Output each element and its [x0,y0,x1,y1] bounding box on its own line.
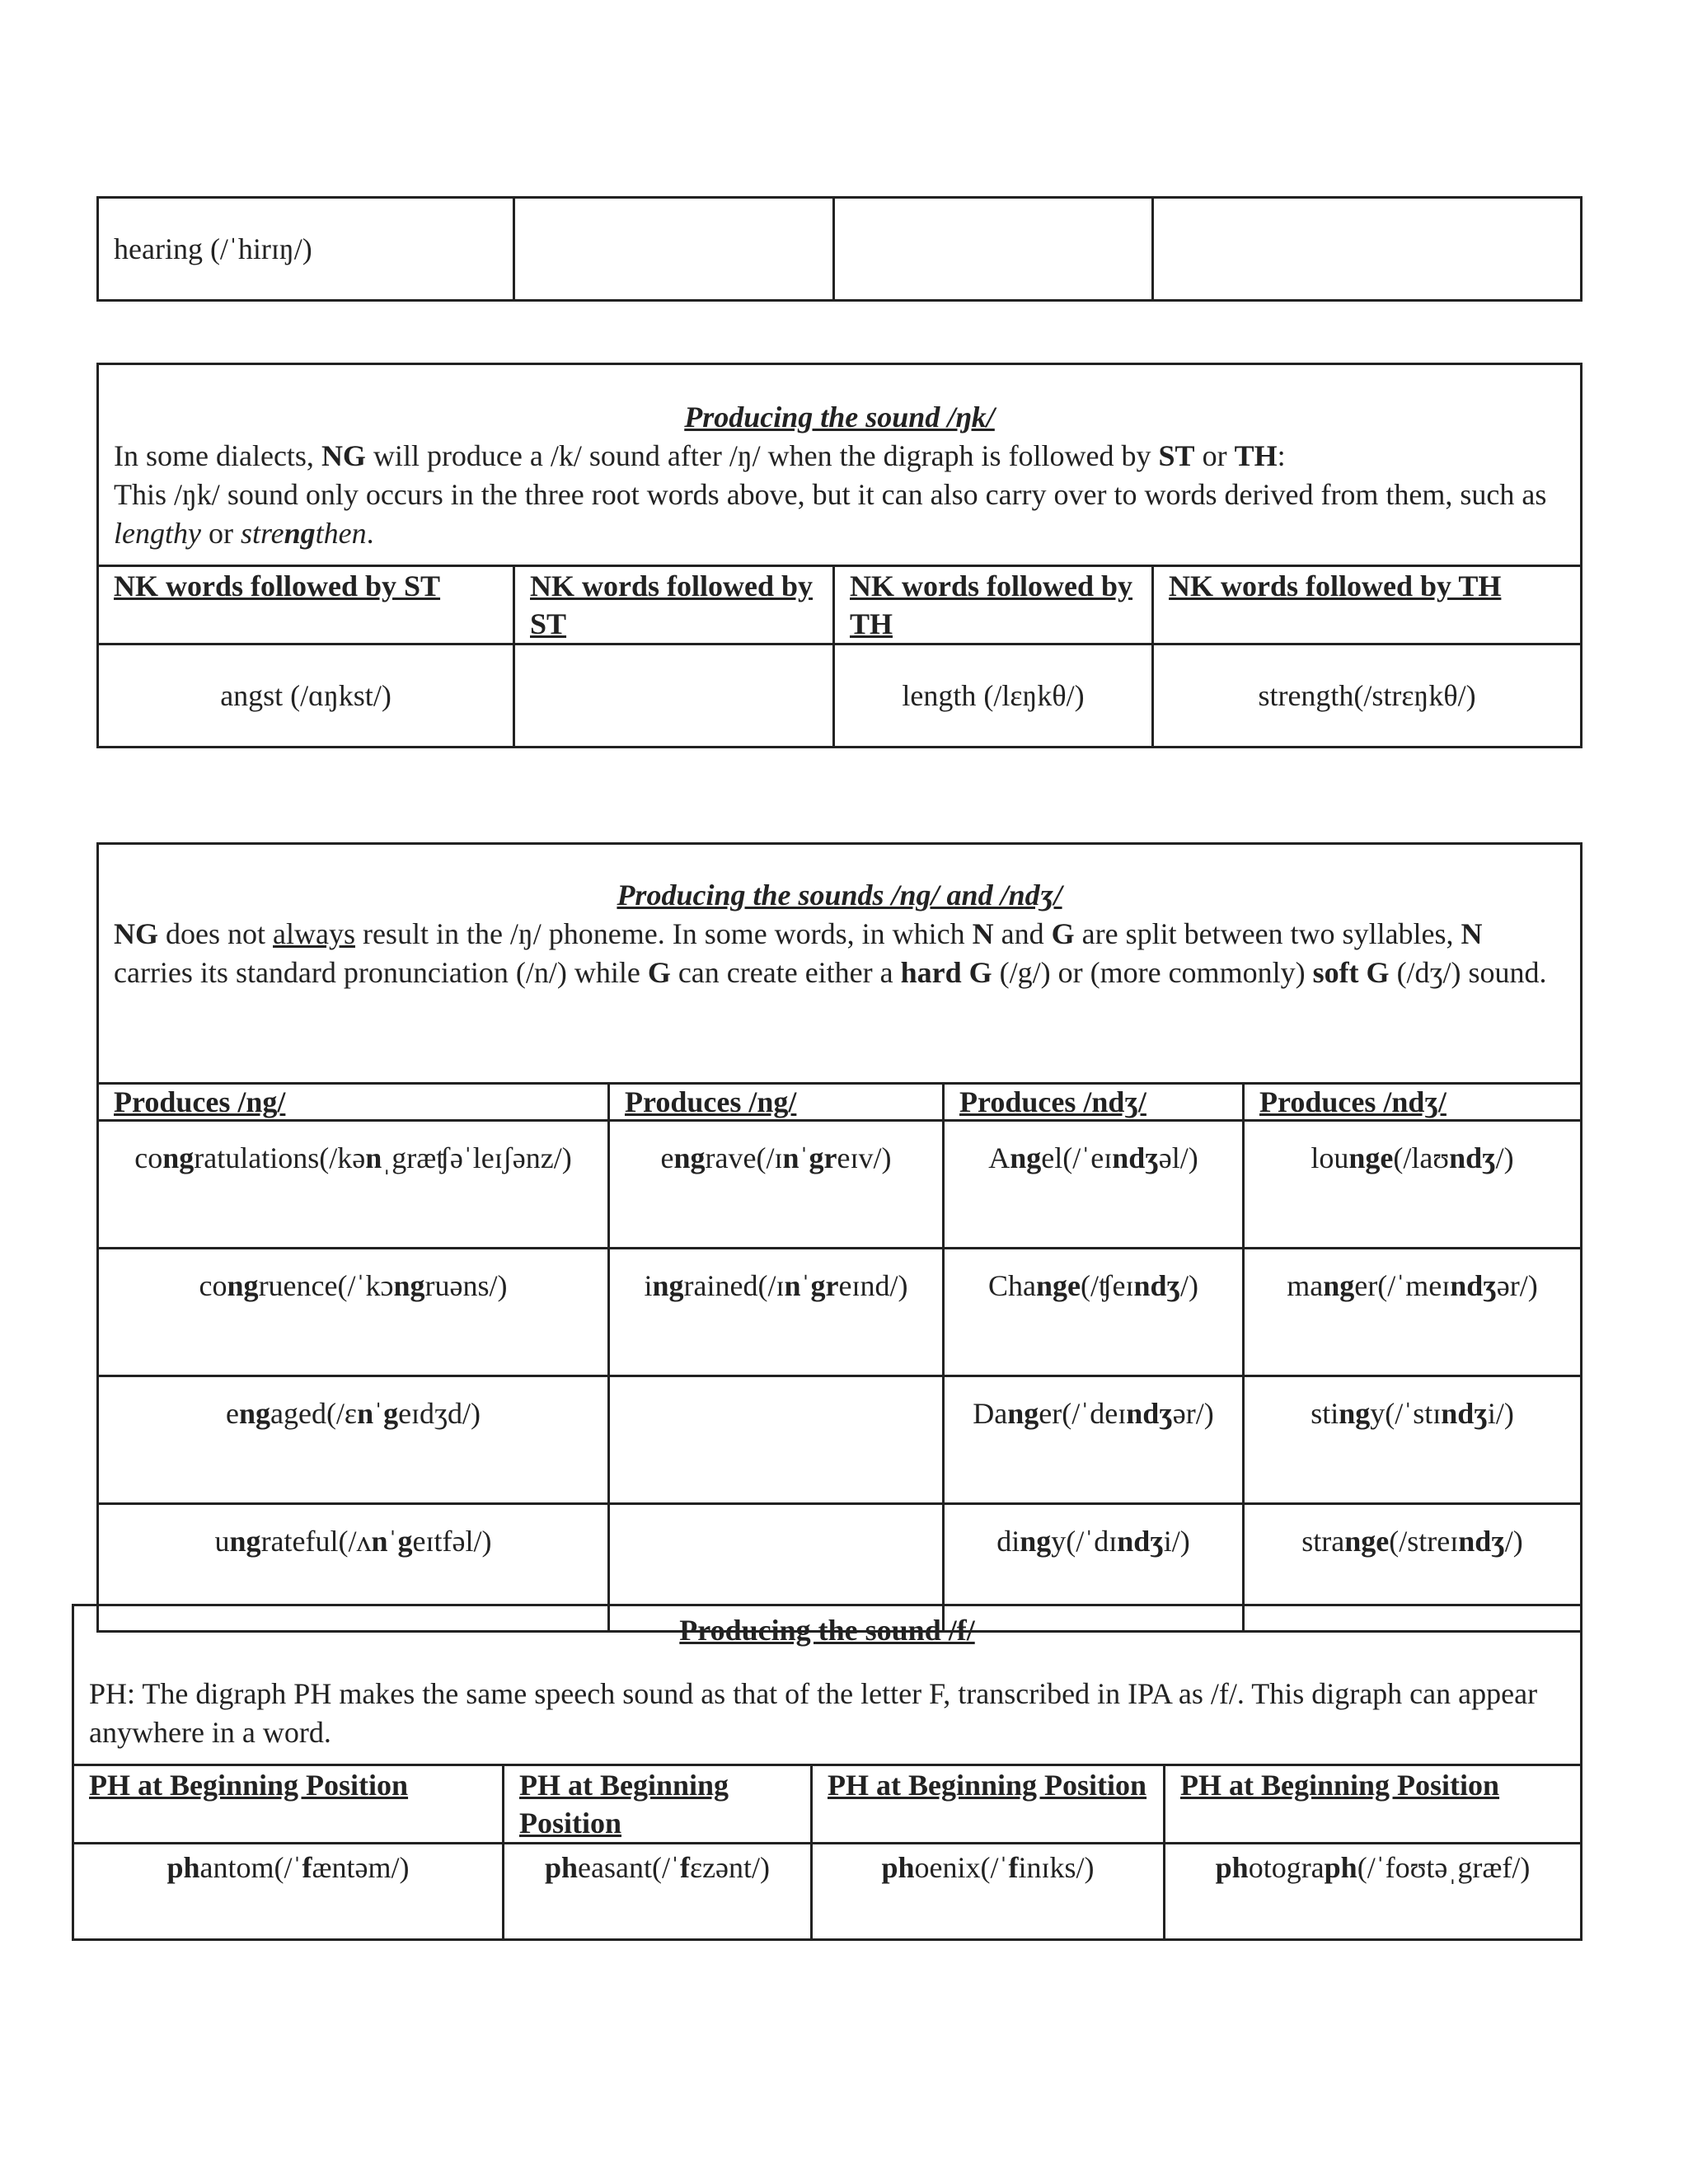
bold-letters: ng [393,1269,425,1302]
word-cell [944,1376,1244,1504]
text-span: y(/ˈdɪ [1051,1525,1118,1558]
bold-letters: ng [1323,1269,1355,1302]
text-span: (/laʊ [1393,1141,1450,1174]
word-cell [1244,1121,1582,1249]
text-span: easant(/ˈ [578,1851,680,1884]
text-span: co [199,1269,227,1302]
table-cell [514,198,834,301]
intro-row [73,1605,1582,1765]
text-span: ratulations(/kə [194,1141,366,1174]
text-span: er(/ˈmeɪ [1354,1269,1451,1302]
bold-letters: ndʒ [1112,1141,1159,1174]
header-row [98,566,1582,644]
intro-paragraph: PH: The digraph PH makes the same speech sound as that of the letter F, transcribed in IPA as /f/. This digraph can appear anywhere in a word. [89,1677,1538,1749]
intro-row [98,364,1582,566]
bold-letters: ng [673,1141,706,1174]
bold-letters: f [1008,1851,1019,1884]
column-header: Produces /ng/ [98,1084,609,1121]
section-title: Producing the sound /f/ [679,1614,975,1647]
column-header: PH at Beginning Position [73,1765,504,1844]
word-cell: strength(/strɛŋkθ/) [1153,644,1582,748]
word-cell [609,1249,944,1376]
bold-letters: ng [652,1269,684,1302]
bold-letters: nˈgr [784,1269,839,1302]
text-span: Cha [987,1269,1036,1302]
text-span: eɪtfəl/) [412,1525,492,1558]
column-header: Produces /ndʒ/ [1244,1084,1582,1121]
word-cell [1244,1376,1582,1504]
text-span: ma [1287,1269,1324,1302]
bold-letters: ph [544,1851,579,1884]
italic-example: leng [114,517,165,550]
text-span: A [988,1141,1010,1174]
word-cell: length (/lɛŋkθ/) [834,644,1153,748]
text-span: i/) [1163,1525,1190,1558]
column-header: NK words followed by ST [514,566,834,644]
intro-paragraph [114,476,1565,553]
text-span: i [644,1269,653,1302]
bold-letters: ph [881,1851,915,1884]
column-header: NK words followed by TH [834,566,1153,644]
text-span: i/) [1487,1397,1514,1430]
table-row [98,644,1582,748]
text-span: (/streɪ [1389,1525,1459,1558]
italic-example: stre [240,517,284,550]
bold-letters: ph [166,1851,200,1884]
text-span: e [225,1397,239,1430]
text-span: ər/) [1172,1397,1214,1430]
bold-letters: ng [1010,1141,1042,1174]
text-span: : [1277,439,1286,472]
text-span: inɪks/) [1018,1851,1095,1884]
text-span: eɪnd/) [838,1269,908,1302]
bold-letters: ng [1339,1397,1371,1430]
bold-letters: ng [229,1525,261,1558]
bold-letters: nge [1035,1269,1081,1302]
word-rows [98,1121,1582,1632]
ng-ndj-sound-table [96,842,1582,1633]
word-cell [944,1121,1244,1249]
word-cell [1244,1249,1582,1376]
word-cell [609,1376,944,1504]
text-span: (/ʧeɪ [1080,1269,1134,1302]
text-span: and [993,917,1052,950]
bold-term: G [1051,917,1075,950]
word-cell [812,1844,1165,1940]
word-cell [98,1121,609,1249]
bold-letters: ng [1007,1397,1039,1430]
text-span: does not [158,917,273,950]
ph-sound-table [72,1604,1582,1941]
word-cell [73,1844,504,1940]
bold-letters: nge [1348,1141,1394,1174]
bold-letters: ph [1324,1851,1357,1884]
italic-example: thy [164,517,201,550]
text-span: y(/ˈstɪ [1370,1397,1442,1430]
text-span: co [134,1141,163,1174]
bold-italic-example: ng [284,517,316,550]
text-span: (/g/) or (more commonly) [992,956,1313,989]
bold-letters: nˈgr [782,1141,837,1174]
italic-example: then [315,517,367,550]
text-span: æntəm/) [312,1851,410,1884]
word-cell [944,1249,1244,1376]
text-span: (/dʒ/) sound. [1389,956,1547,989]
bold-letters: n [365,1141,382,1174]
bold-term: ST [1158,439,1195,472]
bold-letters: ndʒ [1449,1141,1496,1174]
bold-term: N [972,917,994,950]
bold-letters: ndʒ [1441,1397,1488,1430]
text-span: This /ŋk/ sound only occurs in the three root words above, but it can also carry over to words derived from them, such as [114,478,1547,511]
table-cell: hearing (/ˈhirɪŋ/) [98,198,514,301]
text-span: sti [1311,1397,1339,1430]
text-span: result in the /ŋ/ phoneme. In some words, in which [354,917,973,950]
table-row [98,1376,1582,1504]
intro-paragraph [114,915,1565,992]
column-header: NK words followed by ST [98,566,514,644]
text-span: u [214,1525,230,1558]
intro-cell [73,1605,1582,1765]
bold-letters: nˈg [371,1525,413,1558]
bold-letters: ph [1215,1851,1249,1884]
table-row [98,1249,1582,1376]
text-span: lou [1311,1141,1349,1174]
word-cell: angst (/ɑŋkst/) [98,644,514,748]
nk-sound-table [96,363,1582,748]
table-row [98,198,1582,301]
bold-letters: f [679,1851,690,1884]
bold-term: NG [114,917,158,950]
table-cell [1153,198,1582,301]
section-title: Producing the sounds /ng/ and /ndʒ/ [617,879,1062,912]
text-span: /) [1180,1269,1199,1302]
header-row [73,1765,1582,1844]
bold-term: G [647,956,671,989]
text-span: carries its standard pronunciation (/n/) while [114,956,648,989]
text-span: . [366,517,374,550]
column-header: PH at Beginning Position [1165,1765,1582,1844]
word-cell [504,1844,812,1940]
column-header: PH at Beginning Position [504,1765,812,1844]
text-span: (/ˈfoʊtəˌgræf/) [1357,1851,1531,1884]
text-span: rained(/ɪ [683,1269,785,1302]
text-span: aged(/ɛ [270,1397,358,1430]
text-span: /) [1495,1141,1514,1174]
intro-paragraph [114,437,1565,476]
text-span: eɪv/) [837,1141,892,1174]
text-span: eɪdʒd/) [398,1397,481,1430]
bold-term: N [1461,917,1483,950]
bold-term: hard G [900,956,992,989]
column-header: PH at Beginning Position [812,1765,1165,1844]
text-span: ruence(/ˈkɔ [258,1269,394,1302]
bold-letters: ng [238,1397,270,1430]
text-span: or [1194,439,1235,472]
text-span: er(/ˈdeɪ [1039,1397,1127,1430]
text-span: di [996,1525,1020,1558]
bold-letters: nˈg [357,1397,399,1430]
text-span: ruəns/) [424,1269,508,1302]
bold-letters: ng [1020,1525,1052,1558]
bold-term: soft G [1312,956,1390,989]
bold-letters: ndʒ [1117,1525,1164,1558]
table-row [73,1844,1582,1940]
bold-letters: ndʒ [1458,1525,1505,1558]
intro-cell [98,844,1582,1084]
word-cell [609,1121,944,1249]
bold-letters: f [302,1851,312,1884]
text-span: antom(/ˈ [199,1851,302,1884]
intro-row [98,844,1582,1084]
section-title: Producing the sound /ŋk/ [684,401,995,434]
text-span: el(/ˈeɪ [1041,1141,1113,1174]
bold-term: TH [1234,439,1278,472]
text-span: ˌgræʧəˈleɪʃənz/) [382,1141,572,1174]
bold-letters: ng [162,1141,195,1174]
text-span: stra [1301,1525,1345,1558]
bold-letters: ndʒ [1133,1269,1181,1302]
text-span: can create either a [670,956,901,989]
column-header: Produces /ndʒ/ [944,1084,1244,1121]
bold-term: NG [321,439,366,472]
text-span: e [660,1141,674,1174]
text-span: oenix(/ˈ [914,1851,1009,1884]
text-span: Da [973,1397,1008,1430]
text-span: or [200,517,241,550]
text-span: rave(/ɪ [705,1141,783,1174]
intro-cell [98,364,1582,566]
text-span: ər/) [1496,1269,1538,1302]
table-cell [834,198,1153,301]
hearing-table [96,196,1582,302]
word-cell [514,644,834,748]
header-row [98,1084,1582,1121]
column-header: NK words followed by TH [1153,566,1582,644]
text-span: /) [1504,1525,1523,1558]
underlined-term: always [273,917,355,950]
word-cell [1165,1844,1582,1940]
text-span: ɛzənt/) [689,1851,771,1884]
text-span: In some dialects, [114,439,321,472]
column-header: Produces /ng/ [609,1084,944,1121]
table-row [98,1121,1582,1249]
text-span: will produce a /k/ sound after /ŋ/ when the digraph is followed by [365,439,1159,472]
bold-letters: ng [227,1269,259,1302]
word-cell [98,1376,609,1504]
bold-letters: ndʒ [1126,1397,1173,1430]
text-span: otogra [1248,1851,1325,1884]
bold-letters: nge [1344,1525,1390,1558]
bold-letters: ndʒ [1450,1269,1497,1302]
text-span: rateful(/ʌ [260,1525,372,1558]
text-span: are split between two syllables, [1074,917,1461,950]
word-cell [98,1249,609,1376]
text-span: əl/) [1158,1141,1198,1174]
